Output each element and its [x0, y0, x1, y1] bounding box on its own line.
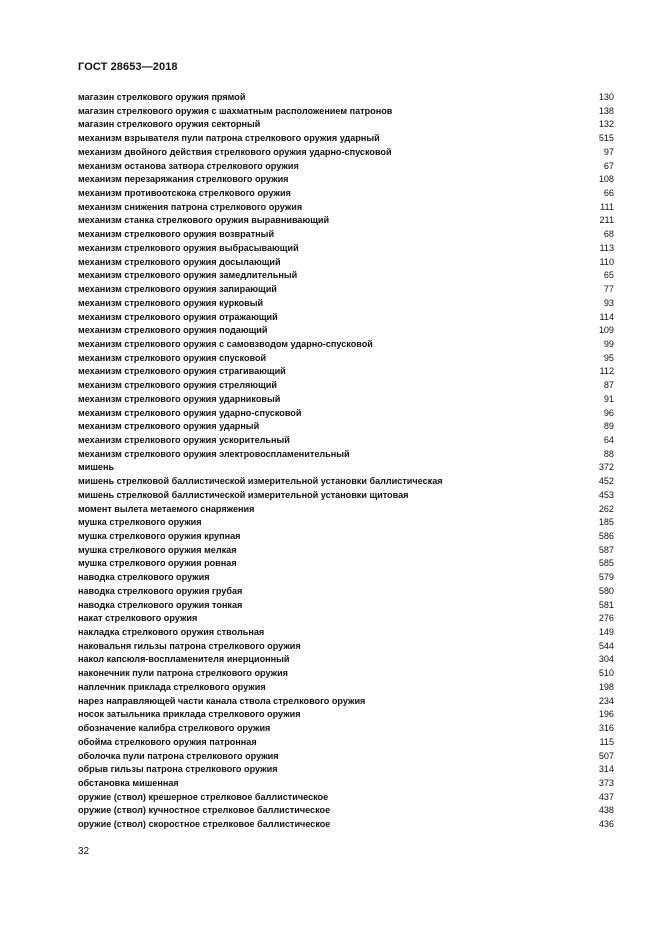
index-page-ref: 115 — [599, 736, 614, 747]
index-term: механизм стрелкового оружия возвратный — [78, 229, 275, 240]
index-term: механизм стрелкового оружия замедлительный — [78, 270, 298, 281]
index-page-ref: 507 — [598, 750, 614, 761]
index-entry — [78, 160, 614, 174]
index-term: оружие (ствол) крешерное стрелковое баллистическое — [78, 791, 329, 802]
index-entry — [78, 242, 614, 256]
index-term: наковальня гильзы патрона стрелкового оружия — [78, 640, 301, 651]
index-term: накладка стрелкового оружия ствольная — [78, 627, 265, 638]
index-entry — [78, 105, 614, 119]
index-entry — [78, 214, 614, 228]
index-page-ref: 437 — [598, 791, 614, 802]
index-term: механизм взрывателя пули патрона стрелкового оружия ударный — [78, 133, 380, 144]
index-page-ref: 138 — [598, 105, 614, 116]
index-entry — [78, 804, 614, 818]
index-page-ref: 65 — [603, 270, 614, 281]
index-page-ref: 113 — [599, 242, 614, 253]
index-term: механизм стрелкового оружия досылающий — [78, 256, 281, 267]
index-page-ref: 438 — [598, 805, 614, 816]
index-entry — [78, 530, 614, 544]
index-page-ref: 234 — [598, 695, 614, 706]
index-page-ref: 185 — [598, 517, 614, 528]
index-entry — [78, 653, 614, 667]
index-entry — [78, 475, 614, 489]
index-entry — [78, 420, 614, 434]
index-term: механизм противоотскока стрелкового оружия — [78, 188, 291, 199]
index-entry — [78, 228, 614, 242]
index-entry — [78, 818, 614, 832]
index-entry — [78, 557, 614, 571]
index-entry — [78, 599, 614, 613]
index-page-ref: 510 — [598, 668, 614, 679]
index-entry — [78, 708, 614, 722]
index-entry — [78, 173, 614, 187]
index-entry — [78, 448, 614, 462]
index-term: обозначение калибра стрелкового оружия — [78, 723, 271, 734]
index-page-ref: 130 — [598, 92, 614, 102]
index-entry — [78, 461, 614, 475]
index-entry — [78, 91, 614, 105]
index-entry — [78, 365, 614, 379]
index-entry — [78, 338, 614, 352]
index-page-ref: 99 — [603, 338, 614, 349]
index-page-ref: 67 — [603, 160, 614, 171]
index-term: мушка стрелкового оружия — [78, 517, 202, 528]
index-page-ref: 112 — [599, 366, 614, 377]
index-page-ref: 316 — [598, 723, 614, 734]
index-term: механизм станка стрелкового оружия выравнивающий — [78, 215, 330, 226]
index-page-ref: 88 — [603, 448, 614, 459]
index-term: механизм стрелкового оружия ударный — [78, 421, 260, 432]
index-entry — [78, 695, 614, 709]
index-entry — [78, 132, 614, 146]
index-term: накол капсюля-воспламенителя инерционный — [78, 654, 290, 665]
index-entry — [78, 324, 614, 338]
index-term: механизм стрелкового оружия стреляющий — [78, 380, 277, 391]
index-page-ref: 114 — [599, 311, 614, 322]
index-entry — [78, 612, 614, 626]
index-entry — [78, 750, 614, 764]
index-term: мишень стрелковой баллистической измерительной установки баллистическая — [78, 476, 443, 487]
index-term: механизм стрелкового оружия спусковой — [78, 352, 267, 363]
index-page-ref: 77 — [603, 284, 614, 295]
index-term: наводка стрелкового оружия грубая — [78, 585, 243, 596]
index-page-ref: 64 — [603, 434, 614, 445]
index-term: мишень стрелковой баллистической измерительной установки щитовая — [78, 489, 409, 500]
index-page-ref: 581 — [598, 599, 614, 610]
index-page-ref: 276 — [598, 613, 614, 624]
index-entry — [78, 201, 614, 215]
index-entry — [78, 311, 614, 325]
index-page-ref: 262 — [598, 503, 614, 514]
index-page-ref: 452 — [598, 476, 614, 487]
index-term: оболочка пули патрона стрелкового оружия — [78, 750, 279, 761]
index-page-ref: 97 — [603, 146, 614, 157]
index-page-ref: 111 — [600, 201, 614, 212]
index-entry — [78, 736, 614, 750]
index-term: момент вылета метаемого снаряжения — [78, 503, 255, 514]
index-entry — [78, 626, 614, 640]
index-page-ref: 587 — [598, 544, 614, 555]
index-term: механизм стрелкового оружия подающий — [78, 325, 268, 336]
index-list — [78, 91, 614, 832]
index-page-ref: 93 — [603, 297, 614, 308]
index-term: нарез направляющей части канала ствола стрелкового оружия — [78, 695, 366, 706]
index-term: накат стрелкового оружия — [78, 613, 198, 624]
index-page-ref: 585 — [598, 558, 614, 569]
index-term: механизм стрелкового оружия с самовзводом ударно-спусковой — [78, 338, 373, 349]
index-entry — [78, 283, 614, 297]
index-page-ref: 586 — [598, 531, 614, 541]
index-page-ref: 89 — [603, 421, 614, 432]
index-term: мушка стрелкового оружия ровная — [78, 558, 237, 569]
index-entry — [78, 187, 614, 201]
index-page-ref: 373 — [598, 777, 614, 788]
index-term: носок затыльника приклада стрелкового оружия — [78, 709, 301, 720]
index-page-ref: 96 — [603, 407, 614, 418]
index-entry — [78, 791, 614, 805]
index-page-ref: 436 — [598, 819, 614, 830]
index-term: магазин стрелкового оружия секторный — [78, 119, 261, 130]
index-term: обстановка мишенная — [78, 777, 179, 788]
index-term: обрыв гильзы патрона стрелкового оружия — [78, 764, 278, 775]
index-term: механизм стрелкового оружия отражающий — [78, 311, 278, 322]
index-page-ref: 68 — [603, 229, 614, 240]
index-term: механизм стрелкового оружия страгивающий — [78, 366, 286, 377]
document-header: ГОСТ 28653—2018 — [78, 61, 178, 73]
index-entry — [78, 763, 614, 777]
index-term: наводка стрелкового оружия тонкая — [78, 599, 243, 610]
index-page-ref: 579 — [598, 572, 614, 583]
index-entry — [78, 256, 614, 270]
index-entry — [78, 393, 614, 407]
index-page-ref: 196 — [598, 709, 614, 720]
index-term: механизм останова затвора стрелкового оружия — [78, 160, 299, 171]
index-page-ref: 314 — [598, 764, 614, 775]
index-term: магазин стрелкового оружия прямой — [78, 92, 246, 102]
index-entry — [78, 407, 614, 421]
index-term: мушка стрелкового оружия мелкая — [78, 544, 237, 555]
index-term: магазин стрелкового оружия с шахматным расположением патронов — [78, 105, 393, 116]
index-entry — [78, 544, 614, 558]
index-entry — [78, 297, 614, 311]
index-entry — [78, 667, 614, 681]
index-term: мушка стрелкового оружия крупная — [78, 531, 241, 541]
index-term: механизм стрелкового оружия курковый — [78, 297, 264, 308]
index-term: механизм стрелкового оружия запирающий — [78, 284, 277, 295]
index-entry — [78, 640, 614, 654]
index-term: оружие (ствол) скоростное стрелковое баллистическое — [78, 819, 331, 830]
index-term: механизм снижения патрона стрелкового оружия — [78, 201, 303, 212]
index-entry — [78, 146, 614, 160]
index-term: механизм перезаряжания стрелкового оружия — [78, 174, 289, 185]
index-page-ref: 66 — [603, 188, 614, 199]
index-page-ref: 211 — [599, 215, 614, 226]
index-page-ref: 108 — [598, 174, 614, 185]
index-page-ref: 515 — [598, 133, 614, 144]
index-entry — [78, 722, 614, 736]
index-page-ref: 109 — [598, 325, 614, 336]
index-term: мишень — [78, 462, 115, 473]
index-term: наводка стрелкового оружия — [78, 572, 210, 583]
index-term: наплечник приклада стрелкового оружия — [78, 681, 266, 692]
index-term: механизм стрелкового оружия ударно-спусковой — [78, 407, 302, 418]
index-entry — [78, 118, 614, 132]
index-page-ref: 132 — [598, 119, 614, 130]
index-page-ref: 372 — [598, 462, 614, 473]
index-entry — [78, 585, 614, 599]
index-term: механизм стрелкового оружия ускорительный — [78, 434, 290, 445]
index-entry — [78, 571, 614, 585]
index-entry — [78, 489, 614, 503]
index-entry — [78, 777, 614, 791]
index-page-ref: 198 — [598, 681, 614, 692]
index-term: механизм стрелкового оружия ударниковый — [78, 393, 281, 404]
index-page-ref: 580 — [598, 585, 614, 596]
index-page-ref: 544 — [598, 640, 614, 651]
index-page-ref: 95 — [603, 352, 614, 363]
index-page-ref: 149 — [598, 627, 614, 638]
index-term: оружие (ствол) кучностное стрелковое баллистическое — [78, 805, 331, 816]
index-entry — [78, 516, 614, 530]
index-entry — [78, 503, 614, 517]
index-page-ref: 110 — [599, 256, 614, 267]
index-page-ref: 453 — [598, 489, 614, 500]
index-term: механизм стрелкового оружия выбрасывающий — [78, 242, 299, 253]
index-entry — [78, 681, 614, 695]
index-entry — [78, 352, 614, 366]
page-number: 32 — [78, 846, 90, 857]
index-term: наконечник пули патрона стрелкового оружия — [78, 668, 288, 679]
index-entry — [78, 269, 614, 283]
index-page-ref: 304 — [598, 654, 614, 665]
index-entry — [78, 379, 614, 393]
index-term: механизм стрелкового оружия электровоспламенительный — [78, 448, 350, 459]
index-entry — [78, 434, 614, 448]
index-page-ref: 87 — [603, 380, 614, 391]
index-page-ref: 91 — [603, 393, 614, 404]
index-term: обойма стрелкового оружия патронная — [78, 736, 257, 747]
index-term: механизм двойного действия стрелкового оружия ударно-спусковой — [78, 146, 392, 157]
